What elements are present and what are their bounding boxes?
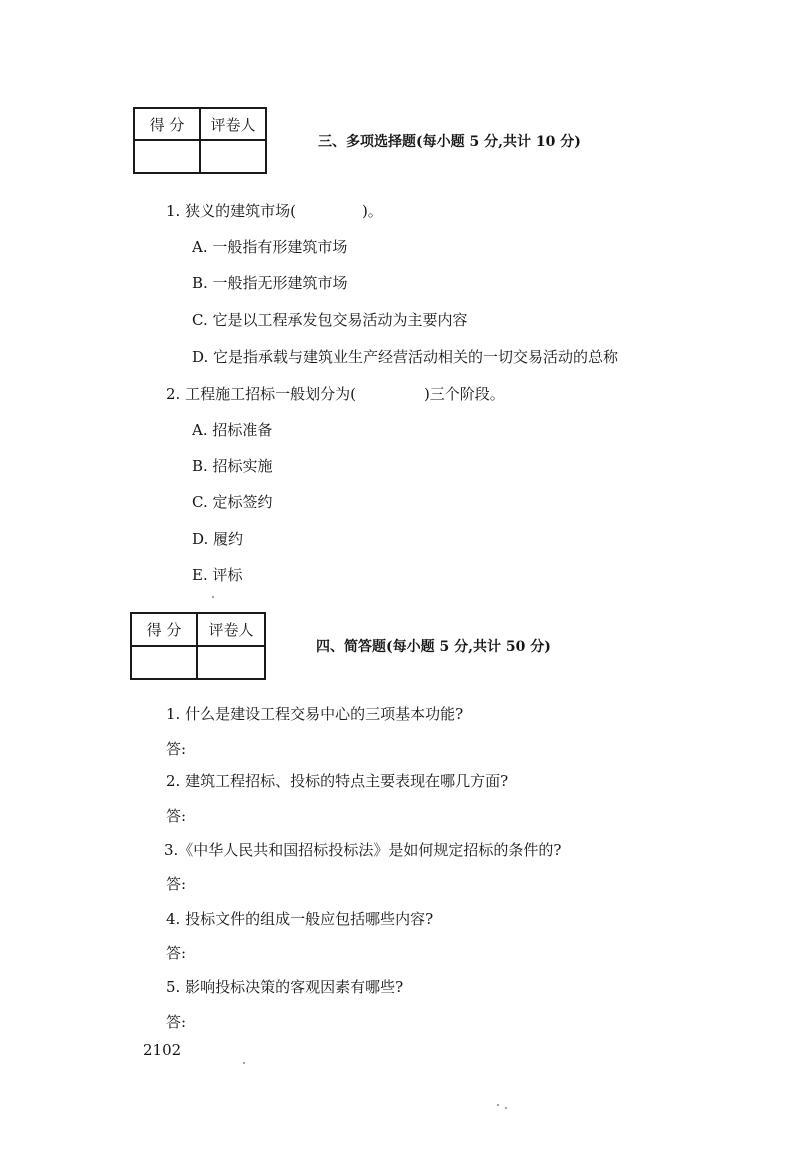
score-header: 得 分 [131, 613, 197, 646]
short-question: 2. 建筑工程招标、投标的特点主要表现在哪几方面? [166, 772, 509, 790]
score-table-section3 [133, 107, 267, 174]
option-item: C. 定标签约 [192, 493, 273, 511]
question-stem [166, 201, 383, 221]
score-header: 得 分 [134, 108, 200, 140]
page-code: 2102 [143, 1041, 182, 1059]
option-item: C. 它是以工程承发包交易活动为主要内容 [192, 311, 468, 329]
grader-header: 评卷人 [197, 613, 265, 646]
answer-label: 答: [166, 740, 187, 758]
option-item: D. 它是指承载与建筑业生产经营活动相关的一切交易活动的总称 [192, 348, 619, 366]
answer-label: 答: [166, 807, 187, 825]
option-item: B. 一般指无形建筑市场 [192, 274, 348, 292]
scan-speck [212, 596, 214, 598]
short-question: 4. 投标文件的组成一般应包括哪些内容? [166, 910, 434, 928]
scan-speck [243, 1062, 245, 1064]
stem-text-end: )三个阶段。 [423, 385, 505, 403]
stem-text-end: )。 [361, 202, 383, 220]
option-item: A. 一般指有形建筑市场 [192, 238, 348, 256]
short-question: 5. 影响投标决策的客观因素有哪些? [166, 978, 404, 996]
section4-title: 四、简答题(每小题 5 分,共计 50 分) [316, 639, 551, 655]
short-question: 1. 什么是建设工程交易中心的三项基本功能? [166, 705, 464, 723]
score-table-section4 [130, 612, 266, 680]
scan-speck [497, 1104, 499, 1106]
section3-title: 三、多项选择题(每小题 5 分,共计 10 分) [318, 134, 581, 150]
short-question: 3.《中华人民共和国招标投标法》是如何规定招标的条件的? [164, 841, 562, 859]
scan-speck [505, 1107, 507, 1109]
stem-text: 1. 狭义的建筑市场( [166, 202, 296, 220]
question-stem [166, 384, 505, 404]
grader-cell [197, 646, 265, 679]
grader-cell [200, 140, 266, 173]
answer-label: 答: [166, 1013, 187, 1031]
score-cell [131, 646, 197, 679]
answer-label: 答: [166, 875, 187, 893]
option-item: E. 评标 [192, 566, 243, 584]
score-cell [134, 140, 200, 173]
option-item: D. 履约 [192, 530, 244, 548]
grader-header: 评卷人 [200, 108, 266, 140]
option-item: A. 招标准备 [192, 421, 273, 439]
stem-text: 2. 工程施工招标一般划分为( [166, 385, 356, 403]
option-item: B. 招标实施 [192, 457, 273, 475]
answer-label: 答: [166, 944, 187, 962]
